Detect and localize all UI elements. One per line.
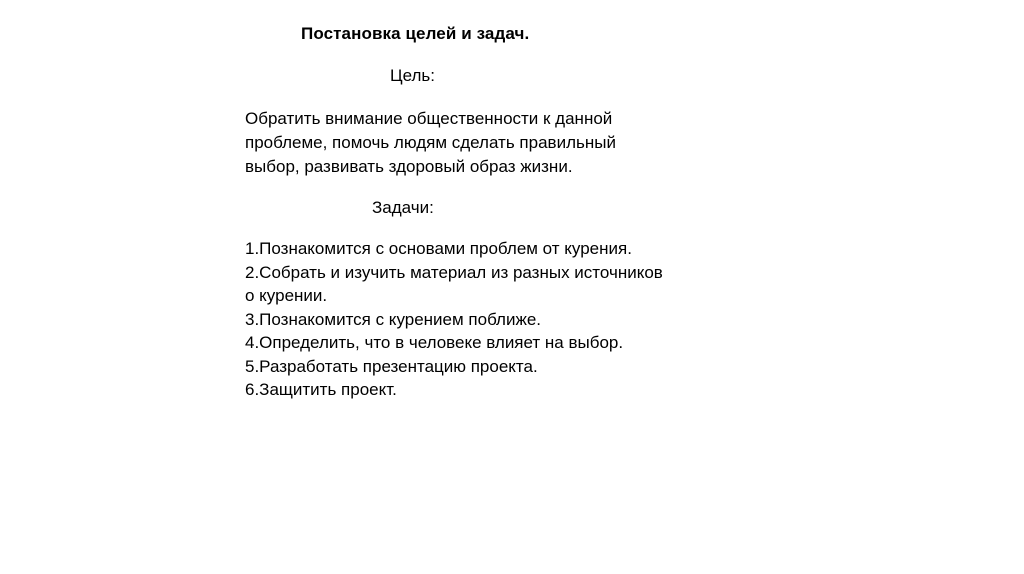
task-item: 1.Познакомится с основами проблем от курения. bbox=[245, 239, 632, 258]
task-item: 6.Защитить проект. bbox=[245, 380, 397, 399]
task-item: 3.Познакомится с курением поближе. bbox=[245, 309, 542, 329]
tasks-heading: Задачи: bbox=[372, 198, 434, 217]
tasks-list bbox=[245, 237, 665, 402]
goal-text: Обратить внимание общественности к данной проблеме, помочь людям сделать правильный выбор, развивать здоровый образ жизни. bbox=[245, 109, 616, 176]
task-item: 2.Собрать и изучить материал из разных источников о курении. bbox=[245, 262, 663, 305]
task-item: 5.Разработать презентацию проекта. bbox=[245, 356, 538, 376]
goal-heading: Цель: bbox=[390, 66, 435, 85]
slide-title: Постановка целей и задач. bbox=[301, 24, 530, 43]
task-item: 4.Определить, что в человеке влияет на выбор. bbox=[245, 333, 624, 352]
